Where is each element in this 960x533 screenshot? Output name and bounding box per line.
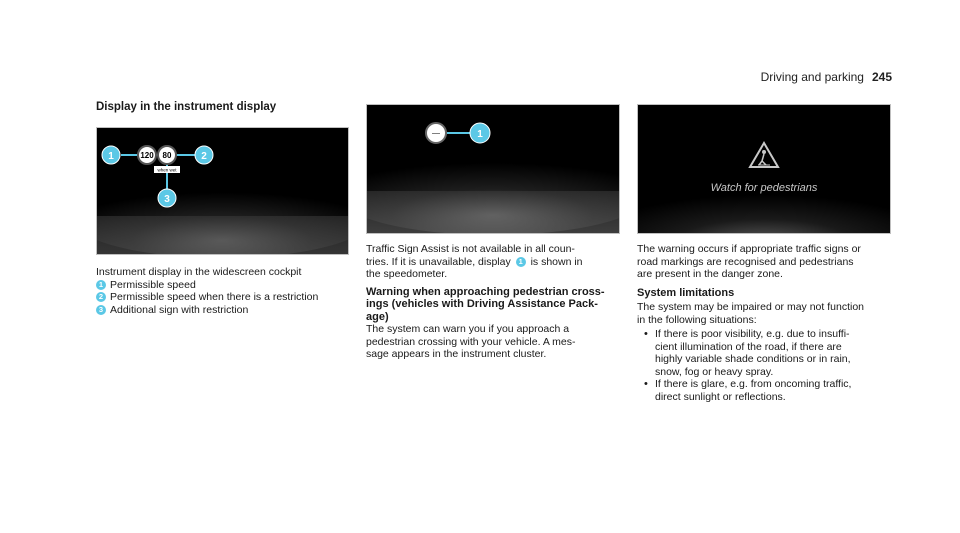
paragraph-line: the speedometer.: [366, 268, 448, 280]
paragraph-line: sage appears in the instrument cluster.: [366, 348, 547, 360]
warning-text: Watch for pedestrians: [710, 182, 818, 194]
paragraph-line: The warning occurs if appropriate traffic signs or: [637, 243, 861, 255]
column-1-text: [96, 266, 358, 316]
paragraph-line: tries. If it is unavailable, display 1 is shown in: [366, 255, 583, 268]
marker-1: 1: [108, 151, 114, 162]
legend-item: [96, 291, 358, 304]
paragraph-line: The system may be impaired or may not function: [637, 301, 865, 313]
paragraph-line: The system can warn you if you approach a: [366, 323, 570, 335]
column-1: [96, 101, 356, 113]
legend-number: 2: [96, 292, 106, 302]
column-2-text: [366, 243, 626, 361]
paragraph-line: Traffic Sign Assist is not available in all coun-: [366, 243, 575, 255]
additional-sign: when wet: [157, 167, 177, 173]
image-caption: Instrument display in the widescreen cockpit: [96, 266, 302, 278]
legend-text: Additional sign with restriction: [110, 303, 249, 316]
legend-text: Permissible speed when there is a restriction: [110, 291, 319, 303]
speed-sign-80: 80: [162, 151, 172, 160]
subheading: age): [366, 310, 389, 323]
paragraph-line: are present in the danger zone.: [637, 268, 783, 280]
subheading: System limitations: [637, 286, 735, 299]
instrument-display-image: [96, 127, 349, 255]
marker-1: 1: [477, 129, 483, 140]
legend-number: 3: [96, 305, 106, 315]
marker-2: 2: [201, 151, 207, 162]
inline-marker: 1: [516, 257, 526, 267]
paragraph-line: pedestrian crossing with your vehicle. A mes-: [366, 335, 576, 348]
unavailable-sign: —: [432, 129, 440, 138]
pedestrian-warning-image: [637, 104, 891, 234]
legend-text: Permissible speed: [110, 278, 196, 291]
list-item: • If there is poor visibility, e.g. due to insuffi- cient illumination of the road, if there are highly variable shade conditions or in rain, snow, fog or heavy spray.: [637, 328, 899, 378]
speedometer-display-image: [366, 104, 620, 234]
legend-number: 1: [96, 280, 106, 290]
page-header: [761, 70, 892, 84]
paragraph-line: in the following situations:: [637, 313, 757, 326]
legend-item: [96, 279, 358, 292]
list-item: • If there is glare, e.g. from oncoming traffic, direct sunlight or reflections.: [637, 378, 899, 403]
section-heading: Display in the instrument display: [96, 101, 277, 113]
page-number: 245: [871, 70, 892, 84]
subheading: Warning when approaching pedestrian cross-: [366, 285, 605, 298]
limitations-list: [637, 328, 899, 403]
paragraph-line: road markings are recognised and pedestrians: [637, 255, 854, 268]
marker-3: 3: [164, 194, 170, 205]
section-title: Driving and parking: [760, 70, 864, 84]
speed-sign-120: 120: [140, 151, 154, 160]
legend-item: [96, 304, 358, 317]
subheading: ings (vehicles with Driving Assistance Pack-: [366, 298, 598, 310]
column-3-text: [637, 243, 899, 403]
